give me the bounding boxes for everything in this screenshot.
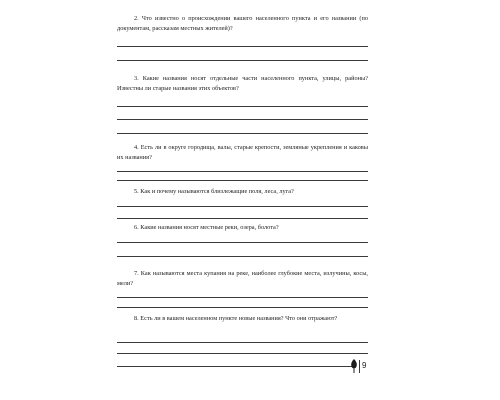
- answer-line: [117, 46, 368, 47]
- question-text: 5. Как и почему называются близлежащие поля, леса, луга?: [134, 188, 294, 195]
- question-6: [117, 223, 368, 233]
- footer-rule: [117, 366, 352, 367]
- leaf-icon: [350, 359, 358, 373]
- answer-line: [117, 307, 368, 308]
- page-footer: [117, 362, 377, 376]
- question-4: [117, 143, 368, 162]
- answer-line: [117, 171, 368, 172]
- question-7: [117, 269, 368, 288]
- question-text: 4. Есть ли в округе городища, валы, старые крепости, земляные укрепления и каковы их названия?: [117, 144, 368, 161]
- question-2: [117, 14, 368, 33]
- question-text: 8. Есть ли в вашем населенном пункте новые названия? Что они отражают?: [134, 315, 338, 322]
- question-text: 7. Как называются места купания на реке, наиболее глубокие места, излучины, косы, мели?: [117, 270, 368, 287]
- answer-line: [117, 119, 368, 120]
- question-text: 2. Что известно о происхождении вашего населенного пункта и его названии (по документам, рассказам местных жителей)?: [117, 15, 368, 32]
- answer-line: [117, 242, 368, 243]
- question-5: [117, 187, 368, 197]
- answer-line: [117, 256, 368, 257]
- answer-line: [117, 133, 368, 134]
- question-text: 3. Какие названия носят отдельные части населенного пункта, улицы, районы? Известны ли старые названия этих объектов?: [117, 75, 368, 92]
- answer-line: [117, 180, 368, 181]
- answer-line: [117, 106, 368, 107]
- answer-line: [117, 342, 368, 343]
- answer-line: [117, 60, 368, 61]
- question-3: [117, 74, 368, 93]
- answer-line: [117, 353, 368, 354]
- question-text: 6. Какие названия носят местные реки, озера, болота?: [134, 224, 279, 231]
- answer-line: [117, 206, 368, 207]
- answer-line: [117, 297, 368, 298]
- answer-line: [117, 218, 368, 219]
- footer-divider: [359, 360, 360, 373]
- page-number: 9: [362, 361, 367, 370]
- question-8: [117, 314, 368, 324]
- worksheet: [117, 0, 368, 400]
